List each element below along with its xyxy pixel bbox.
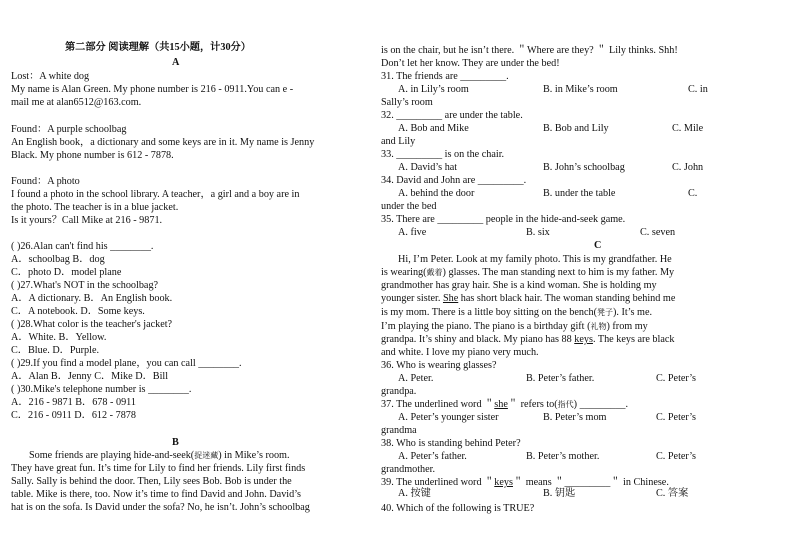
option-33-a: A. David’s hat <box>398 162 458 173</box>
underlined-word: she <box>494 399 508 410</box>
lost-title: Lost：A white dog <box>11 71 90 82</box>
question-26: ( )26.Alan can't find his ________. <box>11 241 154 252</box>
options-28-ab: A．White. B．Yellow. <box>11 332 107 343</box>
option-37-b: B. Peter’s mom <box>543 412 607 423</box>
option-33-b: B. John’s schoolbag <box>543 162 625 173</box>
option-35-b: B. six <box>526 227 550 238</box>
options-27-ab: A．A dictionary. B．An English book. <box>11 293 173 304</box>
option-31-c: C. in <box>688 84 708 95</box>
options-30-cd: C．216 - 0911 D．612 - 7878 <box>11 410 136 421</box>
option-39-b: B. 钥匙 <box>543 488 576 499</box>
question-31: 31. The friends are _________. <box>381 71 509 82</box>
section-b-title: B <box>172 437 179 448</box>
option-36-c-cont: grandpa. <box>381 386 417 397</box>
option-39-c: C. 答案 <box>656 488 689 499</box>
options-29: A．Alan B．Jenny C．Mike D．Bill <box>11 371 169 382</box>
lost-line: mail me at alan6512@163.com. <box>11 97 142 108</box>
passage-c-line: younger sister. She has short black hair. The woman standing behind me <box>381 293 676 304</box>
option-33-c: C. John <box>672 162 704 173</box>
passage-b-line: Don’t let her know. They are under the bed! <box>381 58 560 69</box>
found-schoolbag-line: Black. My phone number is 612 - 7878. <box>11 150 174 161</box>
passage-c-line: grandpa. It’s shiny and black. My piano has 88 keys. The keys are black <box>381 334 675 345</box>
question-27: ( )27.What's NOT in the schoolbag? <box>11 280 159 291</box>
passage-b-line: They have great fun. It’s time for Lily to find her friends. Lily first finds <box>11 463 306 474</box>
underlined-word: keys <box>574 334 593 345</box>
options-26-cd: C．photo D．model plane <box>11 267 122 278</box>
option-32-c-cont: and Lily <box>381 136 416 147</box>
question-40: 40. Which of the following is TRUE? <box>381 503 535 514</box>
chinese-gloss: 凳子 <box>596 308 613 317</box>
option-37-a: A. Peter’s younger sister <box>398 412 499 423</box>
chinese-gloss: 指代 <box>557 400 574 409</box>
found-photo-line: the photo. The teacher is in a blue jacket. <box>11 202 179 213</box>
question-36: 36. Who is wearing glasses? <box>381 360 497 371</box>
option-32-c: C. Mile <box>672 123 704 134</box>
option-34-c: C. <box>688 188 698 199</box>
question-32: 32. _________ are under the table. <box>381 110 523 121</box>
underlined-word: keys <box>494 477 513 488</box>
section-a-title: A <box>172 57 180 68</box>
option-36-b: B. Peter’s father. <box>526 373 595 384</box>
underlined-word: She <box>442 293 459 304</box>
options-27-cd: C．A notebook. D．Some keys. <box>11 306 145 317</box>
passage-c-line: and white. I love my piano very much. <box>381 347 539 358</box>
option-35-c: C. seven <box>640 227 676 238</box>
passage-b-line: hat is on the sofa. Is David under the sofa? No, he isn’t. John’s schoolbag <box>11 502 310 513</box>
section-header: 第二部分 阅读理解（共15小题，计30分） <box>65 42 251 53</box>
question-35: 35. There are _________ people in the hide-and-seek game. <box>381 214 626 225</box>
question-29: ( )29.If you find a model plane，you can call ________. <box>11 358 242 369</box>
option-32-a: A. Bob and Mike <box>398 123 469 134</box>
lost-line: My name is Alan Green. My phone number is 216 - 0911.You can e - <box>11 84 294 95</box>
option-38-a: A. Peter’s father. <box>398 451 467 462</box>
passage-b-line: is on the chair, but he isn’t there. ＂Where are they? ＂ Lily thinks. Shh! <box>381 45 678 56</box>
options-30-ab: A．216 - 9871 B．678 - 0911 <box>11 397 136 408</box>
option-31-b: B. in Mike’s room <box>543 84 618 95</box>
question-33: 33. _________ is on the chair. <box>381 149 505 160</box>
option-36-c: C. Peter’s <box>656 373 696 384</box>
question-30: ( )30.Mike's telephone number is ________. <box>11 384 192 395</box>
found-schoolbag-title: Found：A purple schoolbag <box>11 124 127 135</box>
options-26-ab: A．schoolbag B．dog <box>11 254 105 265</box>
passage-b-line: table. Mike is there, too. Now it’s time to find David and John. David’s <box>11 489 302 500</box>
section-c-title: C <box>594 240 602 251</box>
chinese-gloss: 礼物 <box>590 322 607 331</box>
found-photo-line: I found a photo in the school library. A teacher，a girl and a boy are in <box>11 189 300 200</box>
option-32-b: B. Bob and Lily <box>543 123 609 134</box>
chinese-gloss: 捉迷藏 <box>194 451 219 460</box>
option-38-c: C. Peter’s <box>656 451 696 462</box>
chinese-gloss: 戴着 <box>426 268 443 277</box>
option-38-c-cont: grandmother. <box>381 464 436 475</box>
passage-c-line: grandmother has gray hair. She is a kind woman. She is holding my <box>381 280 657 291</box>
option-39-a: A. 按键 <box>398 488 431 499</box>
question-34: 34. David and John are _________. <box>381 175 527 186</box>
passage-c-line: I’m playing the piano. The piano is a birthday gift (礼物) from my <box>381 321 648 332</box>
passage-b-line: Sally. Sally is behind the door. Then, Lily sees Bob. Bob is under the <box>11 476 292 487</box>
option-38-b: B. Peter’s mother. <box>526 451 600 462</box>
option-31-c-cont: Sally’s room <box>381 97 433 108</box>
option-37-c-cont: grandma <box>381 425 417 436</box>
option-34-b: B. under the table <box>543 188 616 199</box>
option-36-a: A. Peter. <box>398 373 434 384</box>
option-31-a: A. in Lily’s room <box>398 84 469 95</box>
found-photo-title: Found：A photo <box>11 176 80 187</box>
option-34-a: A. behind the door <box>398 188 475 199</box>
passage-c-line: Hi, I’m Peter. Look at my family photo. This is my grandfather. He <box>398 254 672 265</box>
found-schoolbag-line: An English book，a dictionary and some keys are in it. My name is Jenny <box>11 137 315 148</box>
passage-b-line: Some friends are playing hide-and-seek(捉迷藏) in Mike’s room. <box>29 450 290 461</box>
found-photo-line: Is it yours？Call Mike at 216 - 9871. <box>11 215 163 226</box>
option-34-c-cont: under the bed <box>381 201 437 212</box>
question-38: 38. Who is standing behind Peter? <box>381 438 521 449</box>
passage-c-line: is my mom. There is a little boy sitting on the bench(凳子). It’s me. <box>381 307 653 318</box>
passage-c-line: is wearing(戴着) glasses. The man standing next to him is my father. My <box>381 267 675 278</box>
option-35-a: A. five <box>398 227 427 238</box>
question-28: ( )28.What color is the teacher's jacket? <box>11 319 173 330</box>
option-37-c: C. Peter’s <box>656 412 696 423</box>
options-28-cd: C．Blue. D．Purple. <box>11 345 100 356</box>
question-39: 39. The underlined word ＂keys＂ means ＂_________＂ in Chinese. <box>381 477 669 488</box>
question-37: 37. The underlined word ＂she＂ refers to(指代) _________. <box>381 399 629 410</box>
